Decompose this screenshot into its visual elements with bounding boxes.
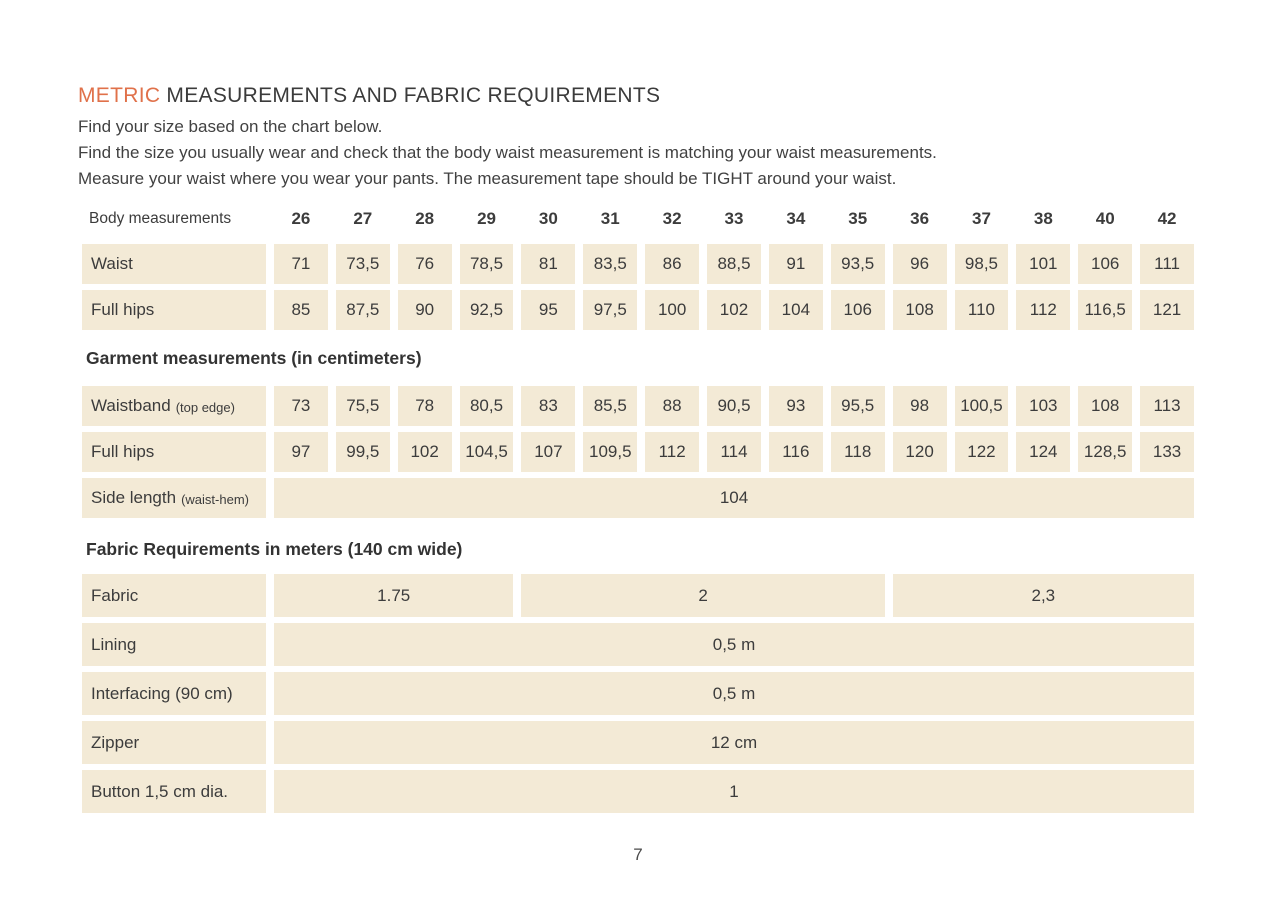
table-row: [82, 432, 1194, 472]
table-row: [82, 574, 1194, 617]
row-label-text: Zipper: [91, 732, 140, 752]
value-cell: 92,5: [460, 290, 514, 330]
size-column-header: 28: [415, 209, 435, 228]
value-cell: 85: [274, 290, 328, 330]
intro-line-3: Measure your waist where you wear your pants. The measurement tape should be TIGHT around your waist.: [78, 169, 897, 188]
value-cell: 96: [893, 244, 947, 284]
table-row: [82, 478, 1194, 518]
value-cell: 95: [521, 290, 575, 330]
span-value-cell: 1: [274, 770, 1194, 813]
value-cell: 98,5: [955, 244, 1009, 284]
value-cell: 87,5: [336, 290, 390, 330]
value-cell: 73,5: [336, 244, 390, 284]
size-column-header: 37: [972, 209, 991, 228]
value-cell: 101: [1016, 244, 1070, 284]
value-cell: 97,5: [583, 290, 637, 330]
value-cell: 93,5: [831, 244, 885, 284]
row-label-text: Waistband: [91, 396, 171, 415]
value-cell: 86: [645, 244, 699, 284]
row-label: [82, 478, 266, 518]
row-label: [82, 244, 266, 284]
value-cell: 124: [1016, 432, 1070, 472]
value-cell: 109,5: [583, 432, 637, 472]
value-cell: 111: [1140, 244, 1194, 284]
row-label-text: Waist: [91, 254, 133, 273]
value-cell: 133: [1140, 432, 1194, 472]
value-cell: 104: [769, 290, 823, 330]
value-cell: 112: [1016, 290, 1070, 330]
row-label-text: Lining: [91, 634, 137, 654]
value-cell: 85,5: [583, 386, 637, 426]
row-label-note: (waist-hem): [181, 491, 249, 507]
garment-section-title: Garment measurements (in centimeters): [86, 348, 422, 368]
table-row: [82, 672, 1194, 715]
value-cell: 88: [645, 386, 699, 426]
value-cell: 110: [955, 290, 1009, 330]
row-label-text: Interfacing (90 cm): [91, 683, 233, 703]
row-label-text: Full hips: [91, 300, 155, 319]
span-value-cell: 12 cm: [274, 721, 1194, 764]
table-row: [82, 721, 1194, 764]
value-cell: 98: [893, 386, 947, 426]
body-measurements-table: [82, 244, 1194, 330]
garment-measurements-table: [82, 386, 1194, 518]
fabric-section-title: Fabric Requirements in meters (140 cm wide): [86, 539, 463, 559]
value-cell: 116,5: [1078, 290, 1132, 330]
value-cell: 114: [707, 432, 761, 472]
value-cell: 78,5: [460, 244, 514, 284]
value-cell: 107: [521, 432, 575, 472]
value-cell: 71: [274, 244, 328, 284]
size-column-header: 34: [786, 209, 806, 228]
size-column-header: 40: [1095, 209, 1115, 228]
value-cell: 88,5: [707, 244, 761, 284]
row-label-text: Button 1,5 cm dia.: [91, 781, 229, 801]
intro-line-2: Find the size you usually wear and check that the body waist measurement is matching your waist measurements.: [78, 143, 937, 162]
row-label: [82, 672, 266, 715]
row-label: [82, 290, 266, 330]
size-column-header: 30: [538, 209, 558, 228]
span-value-cell: 104: [274, 478, 1194, 518]
size-column-header: 32: [662, 209, 682, 228]
value-cell: 102: [707, 290, 761, 330]
value-cell: 91: [769, 244, 823, 284]
body-measurements-header-row: [82, 204, 1194, 234]
size-column-header: 36: [910, 209, 930, 228]
row-label-text: Full hips: [91, 442, 155, 461]
row-label: [82, 721, 266, 764]
size-column-header: 26: [291, 209, 311, 228]
value-cell: 78: [398, 386, 452, 426]
fabric-span-cell: 2,3: [893, 574, 1194, 617]
value-cell: 122: [955, 432, 1009, 472]
value-cell: 73: [274, 386, 328, 426]
fabric-span-cell: 1.75: [274, 574, 513, 617]
value-cell: 113: [1140, 386, 1194, 426]
table-row: [82, 386, 1194, 426]
value-cell: 106: [831, 290, 885, 330]
value-cell: 104,5: [460, 432, 514, 472]
page-content: [78, 84, 1194, 819]
value-cell: 121: [1140, 290, 1194, 330]
value-cell: 81: [521, 244, 575, 284]
row-label: [82, 386, 266, 426]
row-label: [82, 574, 266, 617]
value-cell: 93: [769, 386, 823, 426]
size-column-header: 31: [600, 209, 620, 228]
value-cell: 97: [274, 432, 328, 472]
page-title-rest: MEASUREMENTS AND FABRIC REQUIREMENTS: [160, 84, 661, 107]
value-cell: 116: [769, 432, 823, 472]
span-value-cell: 0,5 m: [274, 623, 1194, 666]
span-value-cell: 0,5 m: [274, 672, 1194, 715]
body-measurements-header-label: Body measurements: [89, 210, 232, 227]
size-column-header: 42: [1157, 209, 1177, 228]
row-label: [82, 770, 266, 813]
value-cell: 90: [398, 290, 452, 330]
size-column-header: 29: [477, 209, 496, 228]
table-row: [82, 770, 1194, 813]
value-cell: 90,5: [707, 386, 761, 426]
row-label: [82, 432, 266, 472]
measurement-tables: [82, 204, 1194, 813]
value-cell: 102: [398, 432, 452, 472]
value-cell: 106: [1078, 244, 1132, 284]
size-column-header: 27: [353, 209, 373, 228]
value-cell: 83,5: [583, 244, 637, 284]
table-row: [82, 623, 1194, 666]
fabric-requirements-table: [82, 574, 1194, 813]
page-title: [78, 84, 1194, 108]
size-column-header: 35: [848, 209, 868, 228]
intro-text: [78, 114, 1194, 192]
value-cell: 112: [645, 432, 699, 472]
fabric-span-cell: 2: [521, 574, 884, 617]
row-label-note: (top edge): [175, 399, 235, 415]
value-cell: 75,5: [336, 386, 390, 426]
value-cell: 118: [831, 432, 885, 472]
value-cell: 120: [893, 432, 947, 472]
value-cell: 103: [1016, 386, 1070, 426]
intro-line-1: Find your size based on the chart below.: [78, 117, 383, 136]
value-cell: 99,5: [336, 432, 390, 472]
value-cell: 100,5: [955, 386, 1009, 426]
value-cell: 95,5: [831, 386, 885, 426]
value-cell: 83: [521, 386, 575, 426]
value-cell: 108: [893, 290, 947, 330]
value-cell: 80,5: [460, 386, 514, 426]
size-column-header: 38: [1033, 209, 1053, 228]
table-row: [82, 290, 1194, 330]
row-label-text: Fabric: [91, 585, 139, 605]
page-title-highlight: METRIC: [78, 84, 161, 107]
size-column-header: 33: [724, 209, 744, 228]
row-label: [82, 623, 266, 666]
value-cell: 100: [645, 290, 699, 330]
row-label-text: Side length: [91, 488, 177, 507]
value-cell: 128,5: [1078, 432, 1132, 472]
page-number: 7: [633, 845, 643, 864]
value-cell: 76: [398, 244, 452, 284]
value-cell: 108: [1078, 386, 1132, 426]
table-row: [82, 244, 1194, 284]
